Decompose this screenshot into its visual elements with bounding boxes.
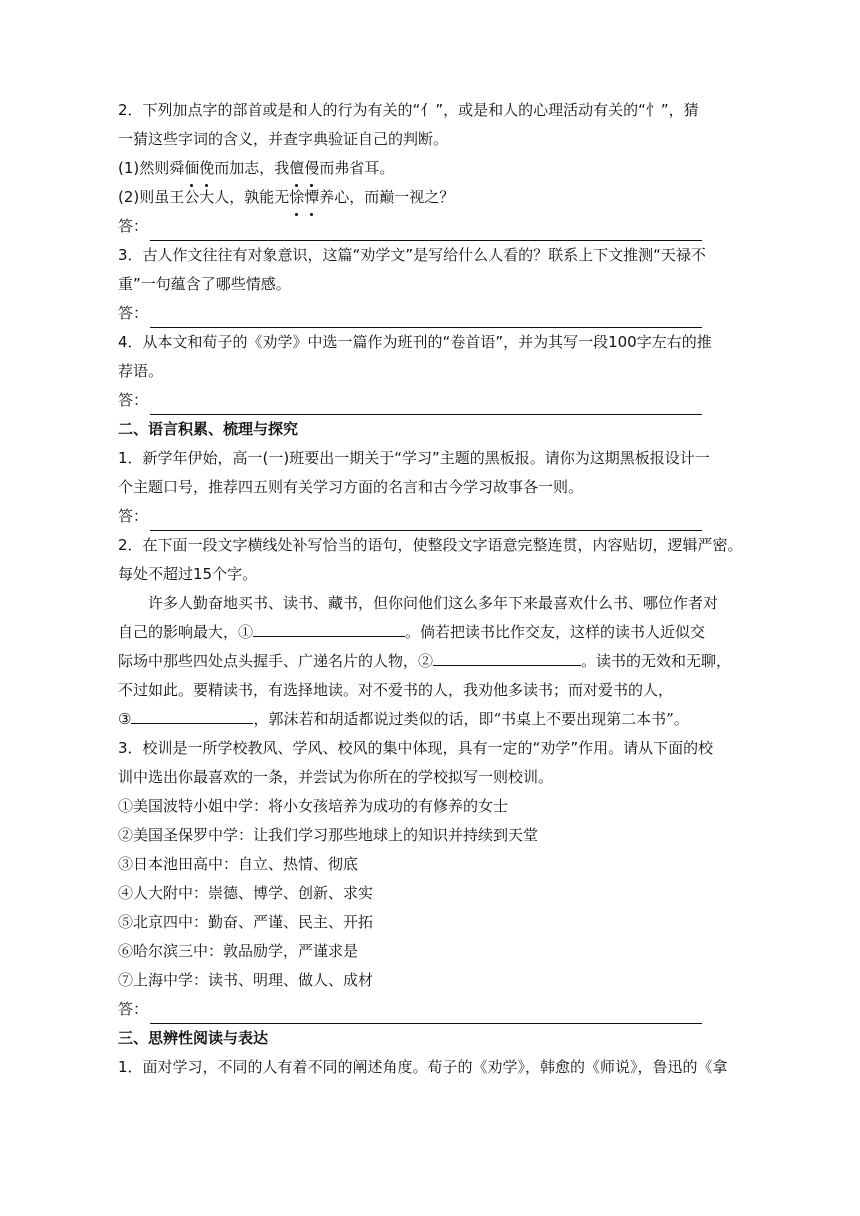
worksheet-page [118,96,742,1082]
dotted-char: 憛 [304,183,319,212]
question-4-line-2: 荐语。 [118,362,164,380]
answer-line-q4 [118,386,742,415]
motto-item: ⑤北京四中：勤奋、严谨、民主、开拓 [118,913,374,931]
dotted-char: 俛 [199,154,214,183]
motto-item: ④人大附中：崇德、博学、创新、求实 [118,884,374,902]
answer-blank[interactable] [150,512,702,531]
s2-question-3-line-2: 训中选出你最喜欢的一条，并尝试为你所在的学校拟写一则校训。 [118,768,554,786]
fill-blank-3[interactable] [131,707,253,724]
s2-question-3-line-1: 3．校训是一所学校教风、学风、校风的集中体现，具有一定的“劝学”作用。请从下面的校 [118,739,714,757]
motto-item: ③日本池田高中：自立、热情、彻底 [118,855,359,873]
answer-line-q2 [118,212,742,241]
question-2-item-2: (2)则虽王公大人，孰能无悇憛养心，而巅一视之？ [118,183,742,212]
question-3-line-2: 重”一句蕴含了哪些情感。 [118,275,291,293]
dotted-char: 悇 [289,183,304,212]
dotted-char: 偭 [184,154,199,183]
question-2-line-1: 2．下列加点字的部首或是和人的行为有关的“亻”，或是和人的心理活动有关的“忄”，猜 [118,101,699,119]
question-2-item-1: (1)然则舜偭俛而加志，我儃僈而弗省耳。 [118,154,742,183]
answer-label: 答： [118,1000,149,1018]
answer-blank[interactable] [150,309,702,328]
answer-blank[interactable] [150,1005,702,1024]
passage-line-3: 际场中那些四处点头握手、广递名片的人物，② 。读书的无效和无聊， [118,647,742,676]
answer-label: 答： [118,217,149,235]
dotted-char: 僈 [304,154,319,183]
answer-blank[interactable] [150,222,702,241]
s2-question-1-line-1: 1．新学年伊始，高一(一)班要出一期关于“学习”主题的黑板报。请你为这期黑板报设计一 [118,449,710,467]
question-3-line-1: 3．古人作文往往有对象意识，这篇“劝学文”是写给什么人看的？联系上下文推测“天禄不 [118,246,706,264]
s2-question-2-line-2: 每处不超过15个字。 [118,565,258,583]
motto-item: ⑦上海中学：读书、明理、做人、成材 [118,971,374,989]
motto-item: ②美国圣保罗中学：让我们学习那些地球上的知识并持续到天堂 [118,826,539,844]
passage-line-4: 不过如此。要精读书，有选择地读。对不爱书的人，我劝他多读书；而对爱书的人， [118,681,674,699]
fill-blank-2[interactable] [433,649,581,666]
question-2-line-2: 一猜这些字词的含义，并查字典验证自己的判断。 [118,130,449,148]
answer-blank[interactable] [150,396,702,415]
answer-line-q3 [118,299,742,328]
passage-line-1: 许多人勤奋地买书、读书、藏书，但你问他们这么多年下来最喜欢什么书、哪位作者对 [148,594,719,612]
question-4-line-1: 4．从本文和荀子的《劝学》中选一篇作为班刊的“卷首语”，并为其写一段100字左右的推 [118,333,712,351]
fill-blank-1[interactable] [253,620,405,637]
s2-question-2-line-1: 2．在下面一段文字横线处补写恰当的语句，使整段文字语意完整连贯，内容贴切，逻辑严密。 [118,536,743,554]
answer-line-s2q3 [118,995,742,1024]
answer-label: 答： [118,304,149,322]
motto-item: ①美国波特小姐中学：将小女孩培养为成功的有修养的女士 [118,797,509,815]
answer-line-s2q1 [118,502,742,531]
motto-item: ⑥哈尔滨三中：敦品励学，严谨求是 [118,942,359,960]
passage-line-2: 自己的影响最大，① 。倘若把读书比作交友，这样的读书人近似交 [118,618,742,647]
answer-label: 答： [118,391,149,409]
dotted-char: 儃 [289,154,304,183]
passage-line-5: ③ ，郭沫若和胡适都说过类似的话，即“书桌上不要出现第二本书”。 [118,705,742,734]
section-3-heading: 三、思辨性阅读与表达 [118,1029,269,1047]
s3-question-1-line-1: 1．面对学习，不同的人有着不同的阐述角度。荀子的《劝学》，韩愈的《师说》，鲁迅的《拿 [118,1058,728,1076]
section-2-heading: 二、语言积累、梳理与探究 [118,420,299,438]
s2-question-1-line-2: 个主题口号，推荐四五则有关学习方面的名言和古今学习故事各一则。 [118,478,584,496]
answer-label: 答： [118,507,149,525]
